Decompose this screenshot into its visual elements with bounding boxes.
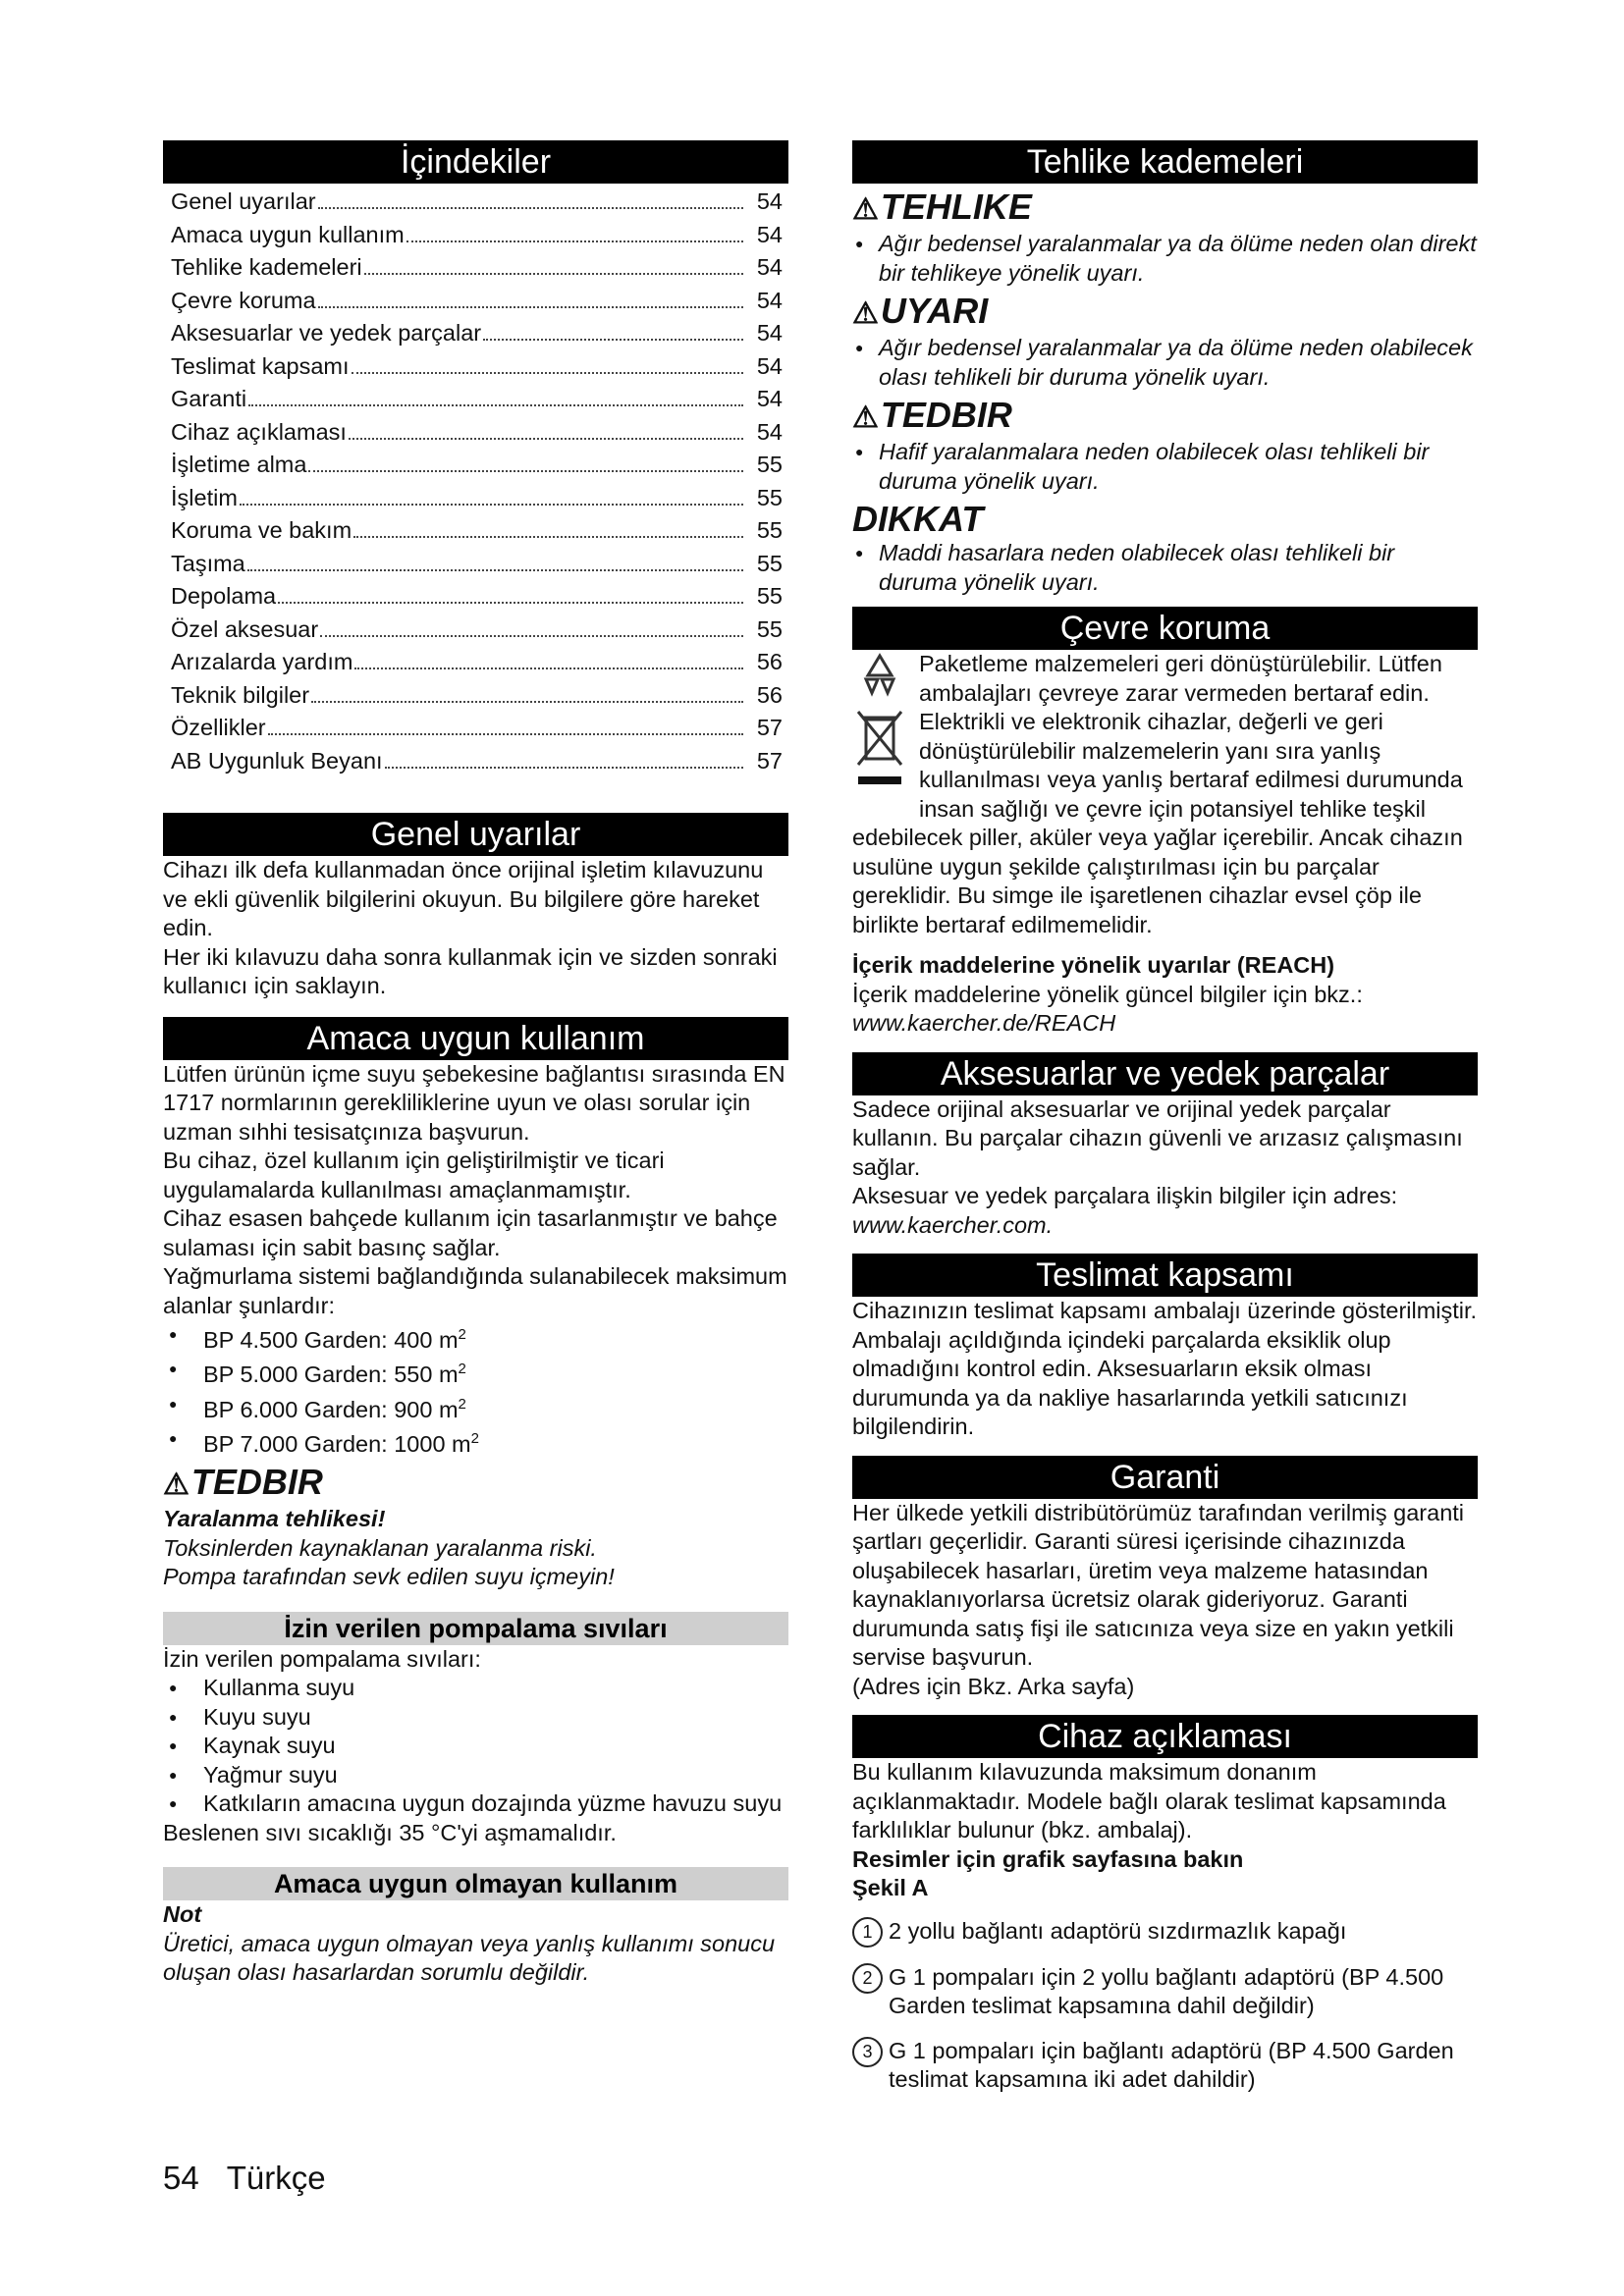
left-column [163,140,788,1988]
toc-page: 57 [756,715,783,740]
toc-entry[interactable] [171,383,783,416]
toc-page: 54 [756,254,783,280]
toc-page: 54 [756,287,783,313]
part-number: 1 [852,1917,883,1948]
list-item: ● Kaynak suyu [163,1732,788,1761]
toc-leader [308,470,743,472]
subsection-heading-izin: İzin verilen pompalama sıvıları [163,1612,788,1645]
toc-leader [318,207,743,209]
reach-link[interactable]: www.kaercher.de/REACH [852,1010,1116,1036]
toc-label: Garanti [171,386,247,411]
toc-label: Genel uyarılar [171,188,316,214]
paragraph: İzin verilen pompalama sıvıları: [163,1645,481,1672]
list-item: ● BP 4.500 Garden: 400 $m^2$ [163,1320,788,1355]
toc-label: AB Uygunluk Beyanı [171,747,383,774]
paragraph: Aksesuar ve yedek parçalara ilişkin bilgiler için adres: [852,1183,1398,1208]
toc-leader [318,306,743,308]
toc-label: Koruma ve bakım [171,517,352,543]
warning-triangle-icon: ⚠ [852,297,879,330]
toc-label: Teslimat kapsamı [171,352,350,379]
toc-leader [352,372,743,374]
section-heading-garanti: Garanti [852,1456,1478,1499]
subsection-heading-olmayan: Amaca uygun olmayan kullanım [163,1867,788,1900]
part-item [852,1917,1478,1948]
toc-page: 55 [756,517,783,543]
toc-leader [320,635,743,637]
section-heading-tehlike: Tehlike kademeleri [852,140,1478,184]
paragraph: Sadece orijinal aksesuarlar ve orijinal yedek parçalar kullanın. Bu parçalar cihazın güvenli ve arızasız çalışmasını sağlar. [852,1095,1463,1180]
toc-label: Arızalarda yardım [171,649,353,674]
toc-leader [353,536,743,538]
paragraph: Beslenen sıvı sıcaklığı 35 °C'yi aşmamalıdır. [163,1819,617,1845]
toc-page: 54 [756,188,783,214]
paragraph: Cihazınızın teslimat kapsamı ambalajı üzerinde gösterilmiştir. Ambalajı açıldığında içindeki parçalarda eksiklik olup olmadığını kontrol edin. Aksesuarların eksik olması durumunda ya da nakliye hasarlarında yetkili satıcınızı bilgilendirin. [852,1298,1478,1439]
area-list [163,1320,788,1459]
toc-entry[interactable] [171,514,783,548]
hazard-description: ● Maddi hasarlara neden olabilecek olası tehlikeli bir duruma yönelik uyarı. [852,539,1478,597]
toc-label: İşletime alma [171,452,307,477]
language-label: Türkçe [226,2160,326,2196]
right-column [852,140,1478,2095]
toc-label: İşletim [171,484,238,510]
part-text: G 1 pompaları için bağlantı adaptörü (BP 4.500 Garden teslimat kapsamına iki adet dahildir) [889,2037,1454,2092]
toc-page: 55 [756,452,783,477]
note-text: Üretici, amaca uygun olmayan veya yanlış kullanımı sonucu oluşan olası hasarlardan sorumlu değildir. [163,1930,776,1986]
caution-text: Toksinlerden kaynaklanan yaralanma riski. [163,1534,597,1561]
toc-entry[interactable] [171,712,783,745]
section-heading-teslimat: Teslimat kapsamı [852,1254,1478,1297]
warning-triangle-icon: ⚠ [852,193,879,226]
toc-label: Çevre koruma [171,287,316,313]
toc-page: 54 [756,221,783,247]
page-number: 54 [163,2160,199,2196]
toc-leader [385,767,743,769]
toc-label: Teknik bilgiler [171,681,310,708]
toc-entry[interactable] [171,679,783,713]
section-heading-cevre: Çevre koruma [852,607,1478,650]
toc-leader [240,504,743,506]
toc-leader [406,240,743,242]
part-number: 2 [852,1963,883,1994]
hazard-level-label: ⚠TEHLIKE [852,187,1032,227]
caution-title: Yaralanma tehlikesi! [163,1506,386,1532]
paragraph: Her iki kılavuzu daha sonra kullanmak için ve sizden sonraki kullanıcı için saklayın. [163,943,778,998]
paragraph: (Adres için Bkz. Arka sayfa) [852,1673,1135,1699]
section-heading-genel: Genel uyarılar [163,813,788,856]
toc-leader [247,569,743,571]
toc-leader [278,602,743,604]
toc-page: 56 [756,649,783,674]
paragraph: Her ülkede yetkili distribütörümüz tarafından verilmiş garanti şartları geçerlidir. Garanti süresi içerisinde cihazınızda oluşabilecek hasarları, üretim veya malzeme hatasından kaynaklanıyorlarsa ücretsiz olarak gideriyoruz. Garanti durumunda satış fişi ile satıcınıza veya size en yakın yetkili servise başvurun. [852,1499,1465,1670]
toc-entry[interactable] [171,548,783,581]
paragraph: Lütfen ürünün içme suyu şebekesine bağlantısı sırasında EN 1717 normlarının gerekliliklerine uyun ve olası sorular için uzman sıhhi tesisatçınıza başvurun. [163,1060,785,1145]
paragraph: İçerik maddelerine yönelik güncel bilgiler için bkz.: [852,981,1363,1007]
toc-page: 55 [756,550,783,576]
figure-reference: Resimler için grafik sayfasına bakın [852,1845,1244,1872]
toc-page: 57 [756,747,783,774]
toc-page: 55 [756,484,783,510]
fluid-list [163,1674,788,1819]
paragraph: Cihazı ilk defa kullanmadan önce orijinal işletim kılavuzunu ve ekli güvenlik bilgilerini okuyun. Bu bilgilere göre hareket edin. [163,857,764,940]
warning-triangle-icon: ⚠ [163,1468,189,1502]
toc-leader [354,667,743,669]
part-text: G 1 pompaları için 2 yollu bağlantı adaptörü (BP 4.500 Garden teslimat kapsamına dahil değildir) [889,1963,1444,2018]
toc-page: 54 [756,418,783,445]
reach-heading: İçerik maddelerine yönelik uyarılar (REACH) [852,952,1335,978]
hazard-description: ● Hafif yaralanmalara neden olabilecek olası tehlikeli bir duruma yönelik uyarı. [852,438,1478,496]
hazard-level-label: DIKKAT [852,499,984,539]
toc-entry[interactable] [171,317,783,350]
toc-label: Cihaz açıklaması [171,418,347,445]
list-item: ● Yağmur suyu [163,1761,788,1790]
part-number: 3 [852,2037,883,2067]
toc-label: Aksesuarlar ve yedek parçalar [171,320,482,346]
toc-leader [364,273,743,275]
toc-entry[interactable] [171,416,783,450]
toc-entry[interactable] [171,614,783,647]
section-heading-amaca: Amaca uygun kullanım [163,1017,788,1060]
toc-page: 55 [756,583,783,609]
list-item: ● BP 6.000 Garden: 900 $m^2$ [163,1390,788,1424]
toc-entry[interactable] [171,580,783,614]
list-item: ● BP 7.000 Garden: 1000 $m^2$ [163,1424,788,1459]
toc-page: 54 [756,320,783,346]
toc-entry[interactable] [171,186,783,219]
warning-triangle-icon: ⚠ [852,401,879,434]
paragraph: Paketleme malzemeleri geri dönüştürülebilir. Lütfen ambalajları çevreye zarar vermeden bertaraf edin. [919,651,1442,706]
toc-leader [349,438,743,440]
toc-entry[interactable] [171,251,783,285]
hazard-level-label: ⚠TEDBIR [852,395,1012,435]
toc-leader [268,733,743,735]
toc-page: 54 [756,386,783,411]
toc-leader [483,339,743,341]
caution-label: ⚠TEDBIR [163,1462,323,1503]
hazard-level-label: ⚠UYARI [852,291,989,331]
toc-heading: İçindekiler [163,140,788,184]
figure-label: Şekil A [852,1875,929,1900]
toc-entry[interactable] [171,219,783,252]
paragraph: Cihaz esasen bahçede kullanım için tasarlanmıştır ve bahçe sulaması için sabit basınç sağlar. [163,1205,778,1260]
paragraph: Elektrikli ve elektronik cihazlar, değerli ve geri dönüştürülebilir malzemelerin yanı sıra yanlış kullanılması veya yanlış bertaraf edilmesi durumunda insan sağlığı ve çevre için potansiyel tehlike teşkil edebilecek piller, aküler veya yağlar içerebilir. Ancak cihazın usulüne uygun şekilde çalıştırılması için bu parçalar gereklidir. Bu simge ile işaretlenen cihazlar evsel çöp ile birlikte bertaraf edilmemelidir. [852,709,1463,937]
toc-label: Depolama [171,583,277,609]
hazard-description: ● Ağır bedensel yaralanmalar ya da ölüme neden olan direkt bir tehlikeye yönelik uyarı. [852,230,1478,288]
section-heading-cihaz: Cihaz açıklaması [852,1715,1478,1758]
part-item [852,1963,1478,2021]
toc-entry[interactable] [171,646,783,679]
list-item: ● BP 5.000 Garden: 550 $m^2$ [163,1355,788,1389]
kaercher-link[interactable]: www.kaercher.com. [852,1211,1054,1238]
toc-label: Tehlike kademeleri [171,254,362,280]
recycle-icon [852,650,919,708]
part-item [852,2037,1478,2095]
toc-label: Özellikler [171,715,266,740]
part-text: 2 yollu bağlantı adaptörü sızdırmazlık kapağı [889,1917,1347,1944]
toc-entry[interactable] [171,449,783,482]
toc-entry[interactable] [171,482,783,515]
note-label: Not [163,1901,202,1928]
toc-entry[interactable] [171,285,783,318]
paragraph: Bu kullanım kılavuzunda maksimum donanım açıklanmaktadır. Modele bağlı olarak teslimat kapsamında farklılıklar bulunur (bkz. ambalaj). [852,1759,1446,1842]
toc-leader [311,701,743,703]
toc-label: Amaca uygun kullanım [171,221,405,247]
toc-page: 55 [756,615,783,642]
toc-label: Özel aksesuar [171,615,319,642]
hazard-description: ● Ağır bedensel yaralanmalar ya da ölüme neden olabilecek olası tehlikeli bir duruma yönelik uyarı. [852,334,1478,392]
toc-entry[interactable] [171,745,783,778]
toc-page: 54 [756,352,783,379]
caution-text: Pompa tarafından sevk edilen suyu içmeyin! [163,1564,615,1590]
list-item: ● Kullanma suyu [163,1674,788,1703]
page-footer [163,2160,353,2197]
toc-entry[interactable] [171,350,783,384]
paragraph: Bu cihaz, özel kullanım için geliştirilmiştir ve ticari uygulamalarda kullanılması amaçlanmamıştır. [163,1148,665,1202]
paragraph: Yağmurlama sistemi bağlandığında sulanabilecek maksimum alanlar şunlardır: [163,1263,787,1318]
section-heading-aksesuar: Aksesuarlar ve yedek parçalar [852,1052,1478,1095]
toc-page: 56 [756,681,783,708]
list-item: ● Kuyu suyu [163,1703,788,1733]
list-item: ● Katkıların amacına uygun dozajında yüzme havuzu suyu [163,1789,788,1819]
toc-label: Taşıma [171,550,245,576]
table-of-contents [163,186,788,777]
toc-leader [248,404,743,406]
weee-bin-icon [852,708,913,798]
